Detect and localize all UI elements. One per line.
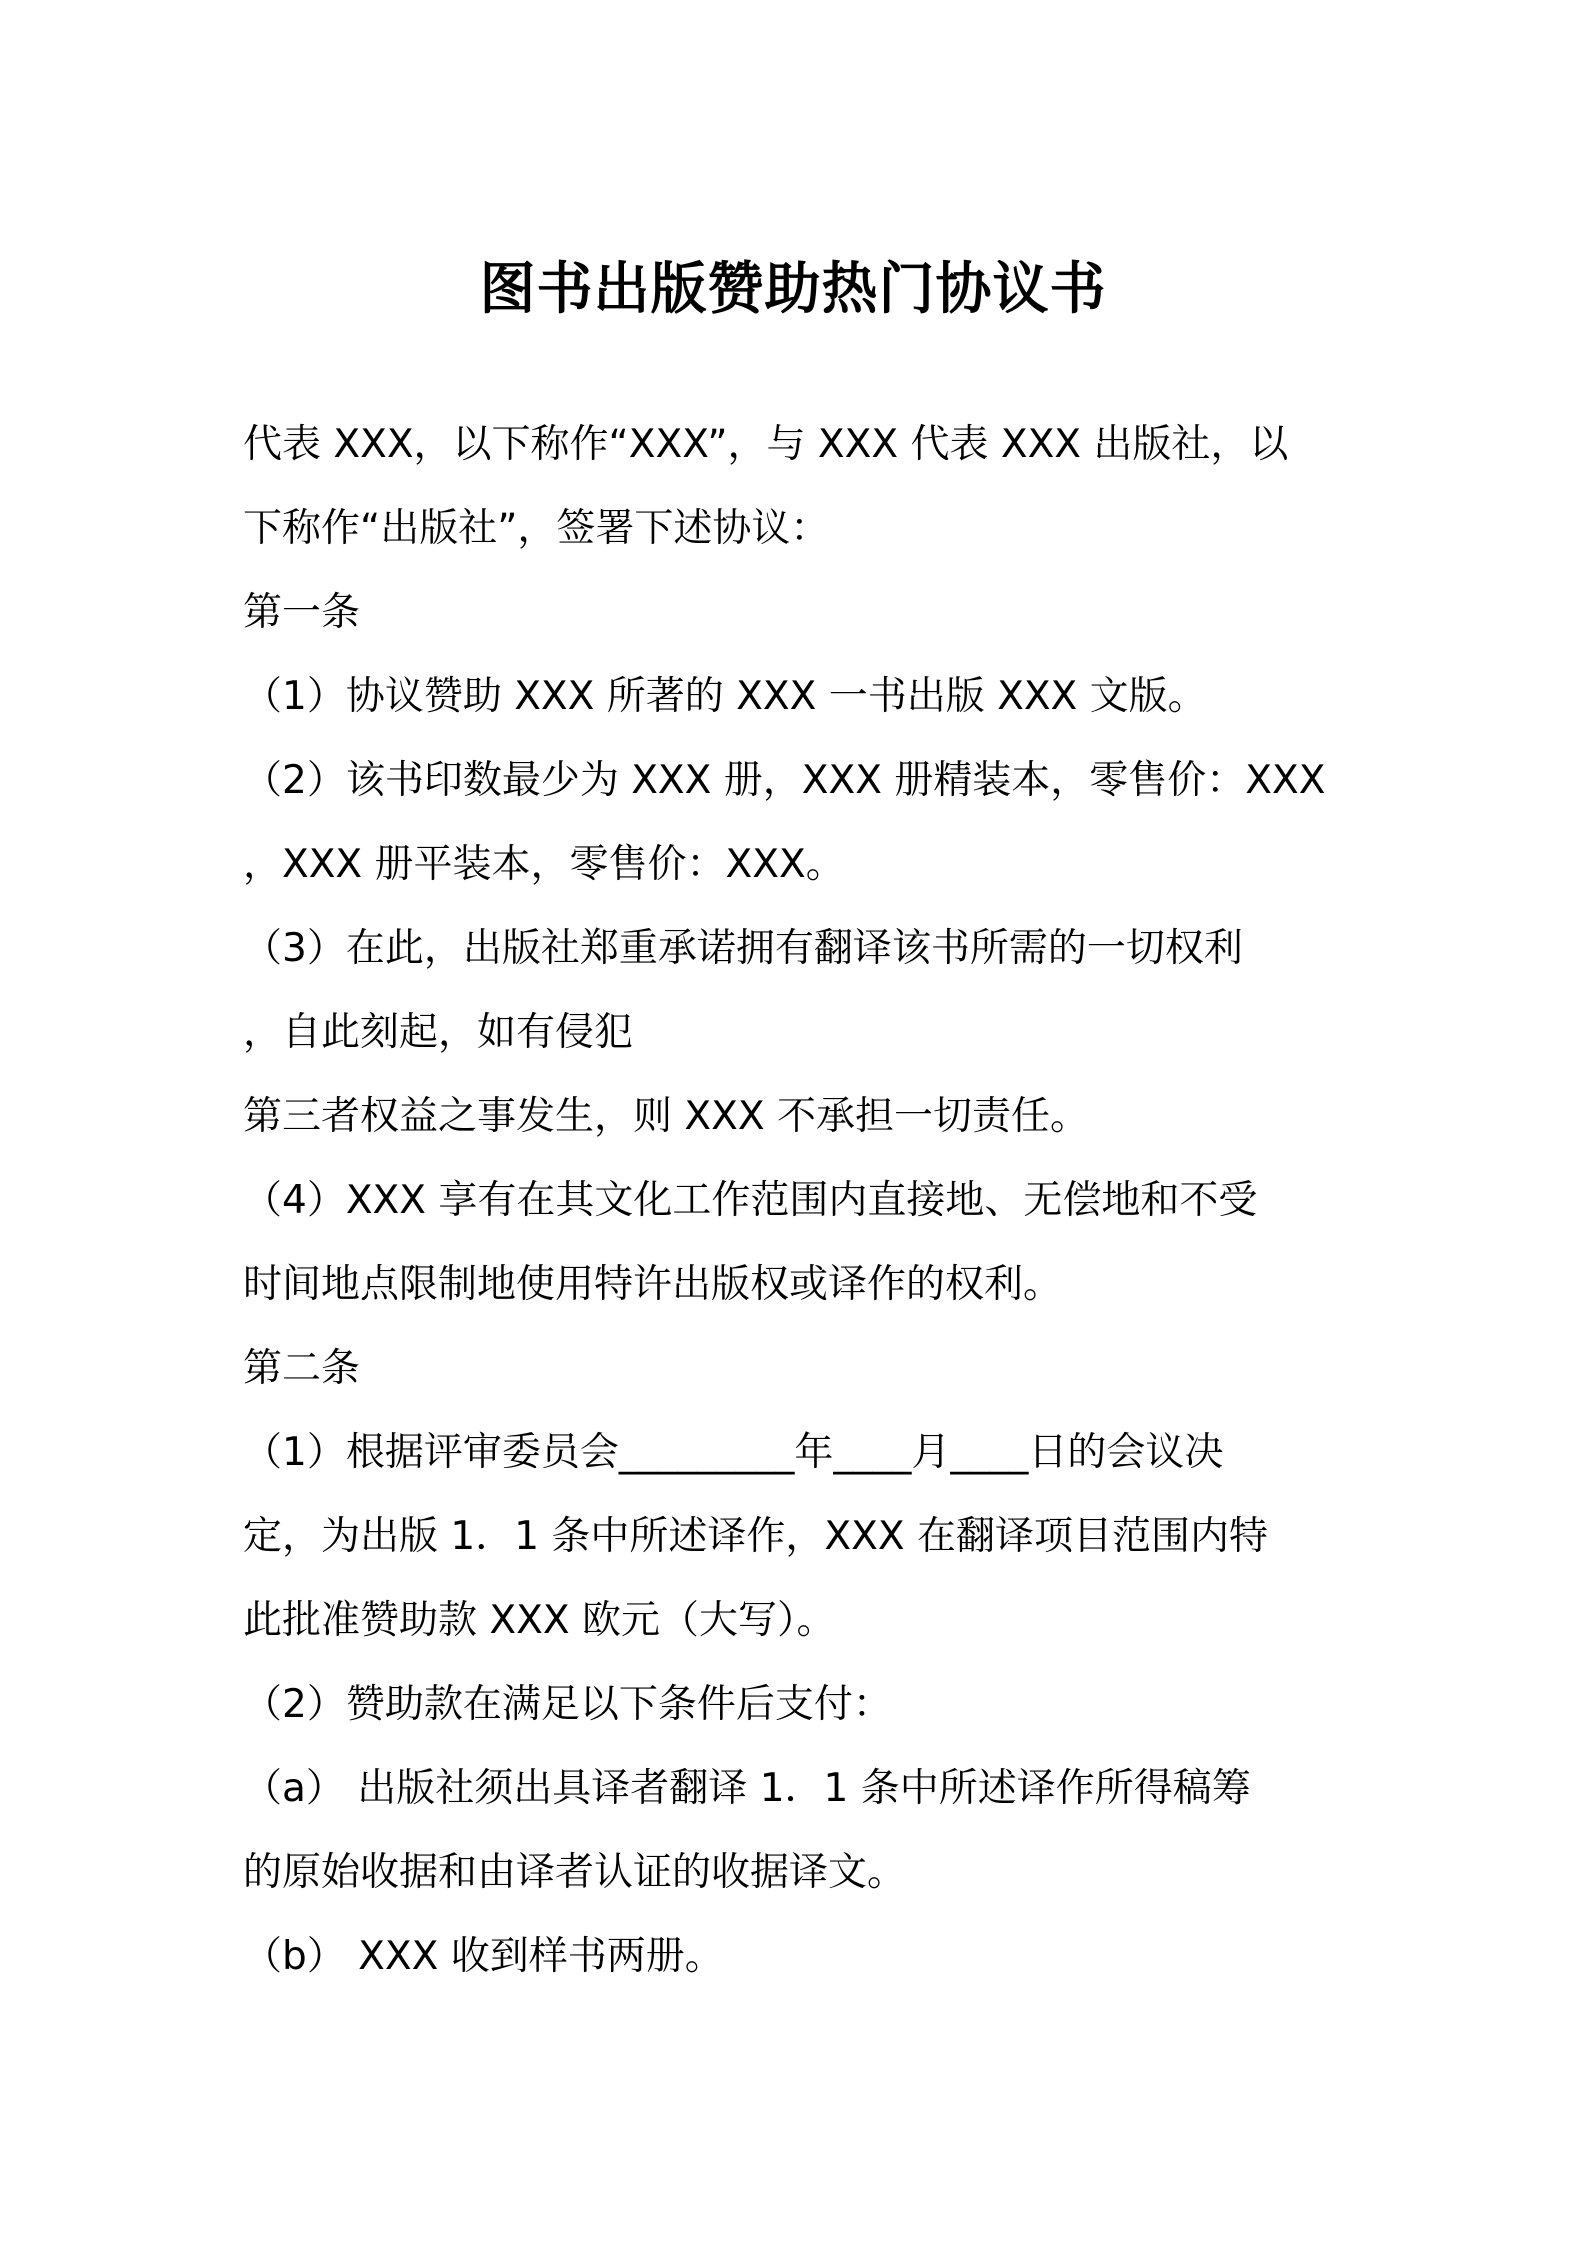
article-two-clause-1-line-1: （1）根据评审委员会_________年____月____日的会议决	[243, 1430, 1224, 1475]
condition-a-line-1: （a） 出版社须出具译者翻译 1．1 条中所述译作所得稿筹	[243, 1766, 1251, 1811]
article-one-heading: 第一条	[243, 590, 361, 635]
article-one-clause-3-line-3: 第三者权益之事发生，则 XXX 不承担一切责任。	[243, 1094, 1089, 1139]
intro-line-1: 代表 XXX，以下称作“XXX”，与 XXX 代表 XXX 出版社，以	[243, 422, 1289, 467]
article-one-clause-3-line-2: ，自此刻起，如有侵犯	[243, 1010, 634, 1055]
article-one-clause-2-line-1: （2）该书印数最少为 XXX 册，XXX 册精装本，零售价：XXX	[243, 758, 1326, 803]
condition-a-line-2: 的原始收据和由译者认证的收据译文。	[243, 1850, 907, 1895]
document-body	[243, 403, 1363, 1999]
article-two-clause-1-line-2: 定，为出版 1．1 条中所述译作，XXX 在翻译项目范围内特	[243, 1514, 1268, 1559]
article-two-clause-1-line-3: 此批准赞助款 XXX 欧元（大写）。	[243, 1598, 836, 1643]
article-two-heading: 第二条	[243, 1346, 361, 1391]
article-one-clause-1: （1）协议赞助 XXX 所著的 XXX 一书出版 XXX 文版。	[243, 674, 1207, 719]
article-one-clause-2-line-2: ，XXX 册平装本，零售价：XXX。	[243, 842, 845, 887]
article-two-clause-2: （2）赞助款在满足以下条件后支付：	[243, 1682, 892, 1727]
intro-line-2: 下称作“出版社”，签署下述协议：	[243, 506, 830, 551]
condition-b: （b） XXX 收到样书两册。	[243, 1934, 724, 1979]
article-one-clause-4-line-2: 时间地点限制地使用特许出版权或译作的权利。	[243, 1262, 1063, 1307]
article-one-clause-3-line-1: （3）在此，出版社郑重承诺拥有翻译该书所需的一切权利	[243, 926, 1243, 971]
article-one-clause-4-line-1: （4）XXX 享有在其文化工作范围内直接地、无偿地和不受	[243, 1178, 1258, 1223]
document-title: 图书出版赞助热门协议书	[479, 257, 1107, 322]
